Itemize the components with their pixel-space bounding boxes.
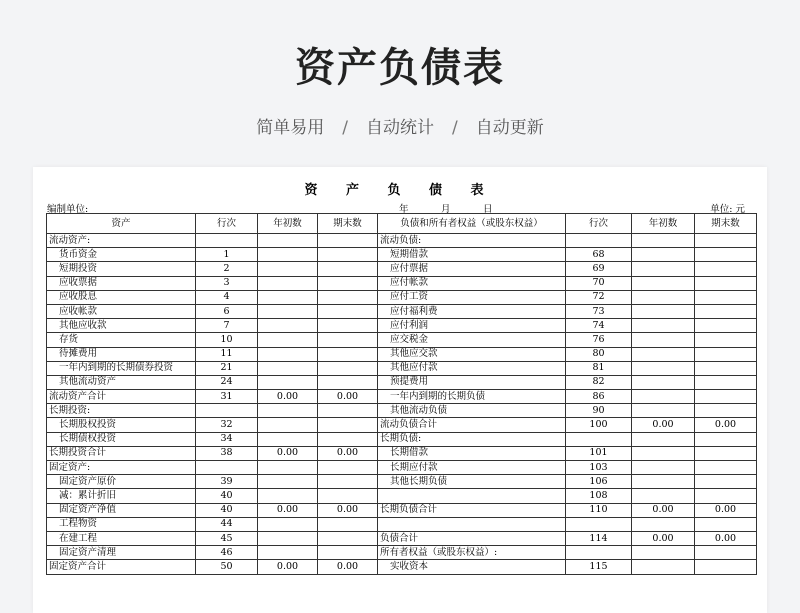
feature-easy: 简单易用: [256, 118, 325, 138]
line-no-cell: 31: [196, 390, 258, 404]
account-name-cell: 应交税金: [378, 333, 566, 347]
line-no-cell: 4: [196, 290, 258, 304]
table-row: [47, 475, 757, 489]
account-name-cell: 应收股息: [47, 290, 196, 304]
amount-cell: [318, 276, 378, 290]
amount-cell: [258, 290, 318, 304]
header-beginning: 年初数: [258, 214, 318, 234]
line-no-cell: 40: [196, 489, 258, 503]
line-no-cell: 34: [196, 432, 258, 446]
amount-cell: [632, 248, 695, 262]
amount-cell: [695, 290, 757, 304]
amount-cell: [695, 375, 757, 389]
line-no-cell: 3: [196, 276, 258, 290]
account-name-cell: 实收资本: [378, 560, 566, 574]
table-row: [47, 461, 757, 475]
amount-cell: [258, 375, 318, 389]
account-name-cell: 负债合计: [378, 531, 566, 545]
table-row: [47, 248, 757, 262]
line-no-cell: 108: [566, 489, 632, 503]
table-row: [47, 432, 757, 446]
amount-cell: 0.00: [695, 503, 757, 517]
amount-cell: [318, 475, 378, 489]
amount-cell: [318, 375, 378, 389]
amount-cell: [258, 319, 318, 333]
account-name-cell: 应付利润: [378, 319, 566, 333]
account-name-cell: 其他应交款: [378, 347, 566, 361]
amount-cell: 0.00: [695, 418, 757, 432]
table-row: [47, 517, 757, 531]
line-no-cell: [196, 404, 258, 418]
line-no-cell: 76: [566, 333, 632, 347]
table-row: [47, 361, 757, 375]
amount-cell: [632, 304, 695, 318]
line-no-cell: 38: [196, 446, 258, 460]
line-no-cell: 68: [566, 248, 632, 262]
amount-cell: 0.00: [318, 446, 378, 460]
amount-cell: [632, 333, 695, 347]
amount-cell: [695, 248, 757, 262]
currency-unit-label: 单位: 元: [710, 204, 745, 215]
account-name-cell: [378, 517, 566, 531]
line-no-cell: 10: [196, 333, 258, 347]
amount-cell: [318, 319, 378, 333]
page-title: 资产负债表: [295, 45, 505, 91]
amount-cell: [632, 546, 695, 560]
feature-auto-stats: 自动统计: [366, 118, 434, 138]
line-no-cell: 21: [196, 361, 258, 375]
line-no-cell: [566, 234, 632, 248]
account-name-cell: 其他长期负债: [378, 475, 566, 489]
account-name-cell: 固定资产净值: [47, 503, 196, 517]
amount-cell: [632, 347, 695, 361]
line-no-cell: 80: [566, 347, 632, 361]
account-name-cell: 应收帐款: [47, 304, 196, 318]
balance-table: [46, 213, 757, 575]
line-no-cell: [196, 234, 258, 248]
line-no-cell: 40: [196, 503, 258, 517]
account-name-cell: 预提费用: [378, 375, 566, 389]
table-row: [47, 333, 757, 347]
amount-cell: [318, 404, 378, 418]
amount-cell: [318, 262, 378, 276]
amount-cell: [695, 234, 757, 248]
amount-cell: [632, 361, 695, 375]
amount-cell: [258, 432, 318, 446]
amount-cell: [318, 461, 378, 475]
amount-cell: [318, 248, 378, 262]
amount-cell: [632, 375, 695, 389]
amount-cell: [318, 418, 378, 432]
line-no-cell: 2: [196, 262, 258, 276]
amount-cell: [632, 390, 695, 404]
table-row: [47, 546, 757, 560]
amount-cell: [695, 517, 757, 531]
amount-cell: [695, 461, 757, 475]
amount-cell: [318, 546, 378, 560]
amount-cell: [258, 361, 318, 375]
line-no-cell: 11: [196, 347, 258, 361]
feature-auto-update: 自动更新: [475, 118, 544, 138]
amount-cell: [258, 304, 318, 318]
amount-cell: [695, 489, 757, 503]
sheet-title: 资 产 负 债 表: [304, 183, 496, 198]
account-name-cell: 固定资产原价: [47, 475, 196, 489]
table-row: [47, 304, 757, 318]
account-name-cell: 长期借款: [378, 446, 566, 460]
account-name-cell: 长期应付款: [378, 461, 566, 475]
table-row: [47, 375, 757, 389]
account-name-cell: 一年内到期的长期债券投资: [47, 361, 196, 375]
line-no-cell: 6: [196, 304, 258, 318]
line-no-cell: 81: [566, 361, 632, 375]
table-row: [47, 390, 757, 404]
amount-cell: [318, 432, 378, 446]
account-name-cell: 应付票据: [378, 262, 566, 276]
amount-cell: [695, 276, 757, 290]
header-beginning: 年初数: [632, 214, 695, 234]
amount-cell: [695, 404, 757, 418]
amount-cell: [258, 531, 318, 545]
amount-cell: [258, 276, 318, 290]
amount-cell: [695, 546, 757, 560]
amount-cell: [258, 347, 318, 361]
line-no-cell: 1: [196, 248, 258, 262]
line-no-cell: 32: [196, 418, 258, 432]
account-name-cell: 应付工资: [378, 290, 566, 304]
amount-cell: [695, 361, 757, 375]
account-name-cell: 其他流动负债: [378, 404, 566, 418]
amount-cell: [318, 333, 378, 347]
account-name-cell: 短期投资: [47, 262, 196, 276]
line-no-cell: 100: [566, 418, 632, 432]
amount-cell: [258, 248, 318, 262]
account-name-cell: 固定资产合计: [47, 560, 196, 574]
amount-cell: [318, 489, 378, 503]
table-row: [47, 319, 757, 333]
account-name-cell: 长期投资合计: [47, 446, 196, 460]
amount-cell: [632, 446, 695, 460]
amount-cell: [695, 347, 757, 361]
balance-sheet-preview: [33, 167, 767, 613]
line-no-cell: 115: [566, 560, 632, 574]
account-name-cell: 流动资产合计: [47, 390, 196, 404]
line-no-cell: 101: [566, 446, 632, 460]
amount-cell: [318, 304, 378, 318]
amount-cell: [695, 432, 757, 446]
account-name-cell: [378, 489, 566, 503]
amount-cell: [318, 347, 378, 361]
amount-cell: [632, 461, 695, 475]
account-name-cell: 流动负债:: [378, 234, 566, 248]
header-assets: 资产: [47, 214, 196, 234]
amount-cell: [258, 546, 318, 560]
account-name-cell: 长期负债合计: [378, 503, 566, 517]
line-no-cell: [566, 517, 632, 531]
amount-cell: 0.00: [632, 503, 695, 517]
day-label: 日: [483, 204, 493, 215]
account-name-cell: 货币资金: [47, 248, 196, 262]
amount-cell: 0.00: [695, 531, 757, 545]
amount-cell: [258, 461, 318, 475]
amount-cell: [632, 432, 695, 446]
line-no-cell: 114: [566, 531, 632, 545]
line-no-cell: 44: [196, 517, 258, 531]
account-name-cell: 所有者权益（或股东权益）:: [378, 546, 566, 560]
table-row: [47, 262, 757, 276]
amount-cell: 0.00: [318, 560, 378, 574]
line-no-cell: 70: [566, 276, 632, 290]
line-no-cell: 24: [196, 375, 258, 389]
amount-cell: 0.00: [258, 446, 318, 460]
amount-cell: [318, 234, 378, 248]
year-label: 年: [399, 204, 409, 215]
account-name-cell: 其他应收款: [47, 319, 196, 333]
amount-cell: [632, 234, 695, 248]
line-no-cell: 73: [566, 304, 632, 318]
table-row: [47, 560, 757, 574]
amount-cell: [318, 290, 378, 304]
account-name-cell: 减：累计折旧: [47, 489, 196, 503]
table-row: [47, 290, 757, 304]
amount-cell: [258, 489, 318, 503]
amount-cell: [695, 560, 757, 574]
table-row: [47, 489, 757, 503]
line-no-cell: 69: [566, 262, 632, 276]
amount-cell: [258, 475, 318, 489]
month-label: 月: [441, 204, 451, 215]
account-name-cell: 应收票据: [47, 276, 196, 290]
amount-cell: [632, 560, 695, 574]
account-name-cell: 应付福利费: [378, 304, 566, 318]
header-liabilities-equity: 负债和所有者权益（或股东权益）: [378, 214, 566, 234]
account-name-cell: 固定资产:: [47, 461, 196, 475]
amount-cell: 0.00: [632, 531, 695, 545]
table-row: [47, 446, 757, 460]
line-no-cell: 39: [196, 475, 258, 489]
table-header-row: [47, 214, 757, 234]
line-no-cell: 90: [566, 404, 632, 418]
account-name-cell: 存货: [47, 333, 196, 347]
line-no-cell: 103: [566, 461, 632, 475]
account-name-cell: 长期股权投资: [47, 418, 196, 432]
header-line-no: 行次: [196, 214, 258, 234]
line-no-cell: 74: [566, 319, 632, 333]
amount-cell: [632, 262, 695, 276]
account-name-cell: 固定资产清理: [47, 546, 196, 560]
amount-cell: [632, 489, 695, 503]
amount-cell: 0.00: [258, 390, 318, 404]
amount-cell: [632, 475, 695, 489]
amount-cell: [695, 262, 757, 276]
amount-cell: 0.00: [258, 560, 318, 574]
line-no-cell: [566, 546, 632, 560]
account-name-cell: 其他流动资产: [47, 375, 196, 389]
account-name-cell: 流动负债合计: [378, 418, 566, 432]
account-name-cell: 一年内到期的长期负债: [378, 390, 566, 404]
feature-tagline: [0, 113, 800, 138]
amount-cell: [695, 319, 757, 333]
line-no-cell: [196, 461, 258, 475]
account-name-cell: 长期投资:: [47, 404, 196, 418]
line-no-cell: 72: [566, 290, 632, 304]
separator: /: [342, 118, 348, 138]
amount-cell: [695, 446, 757, 460]
table-row: [47, 418, 757, 432]
amount-cell: [695, 304, 757, 318]
header-line-no: 行次: [566, 214, 632, 234]
line-no-cell: 50: [196, 560, 258, 574]
line-no-cell: 106: [566, 475, 632, 489]
amount-cell: [632, 319, 695, 333]
account-name-cell: 长期负债:: [378, 432, 566, 446]
amount-cell: 0.00: [318, 390, 378, 404]
amount-cell: [695, 333, 757, 347]
amount-cell: [258, 333, 318, 347]
account-name-cell: 在建工程: [47, 531, 196, 545]
table-row: [47, 531, 757, 545]
amount-cell: [318, 531, 378, 545]
table-row: [47, 404, 757, 418]
amount-cell: 0.00: [318, 503, 378, 517]
amount-cell: 0.00: [632, 418, 695, 432]
line-no-cell: [566, 432, 632, 446]
account-name-cell: 长期债权投资: [47, 432, 196, 446]
amount-cell: [632, 404, 695, 418]
line-no-cell: 86: [566, 390, 632, 404]
line-no-cell: 110: [566, 503, 632, 517]
table-row: [47, 503, 757, 517]
account-name-cell: 其他应付款: [378, 361, 566, 375]
amount-cell: 0.00: [258, 503, 318, 517]
amount-cell: [318, 517, 378, 531]
amount-cell: [258, 404, 318, 418]
header-ending: 期末数: [318, 214, 378, 234]
line-no-cell: 82: [566, 375, 632, 389]
table-row: [47, 276, 757, 290]
compiling-unit-label: 编制单位:: [47, 204, 89, 215]
amount-cell: [258, 262, 318, 276]
amount-cell: [632, 517, 695, 531]
account-name-cell: 短期借款: [378, 248, 566, 262]
account-name-cell: 应付帐款: [378, 276, 566, 290]
account-name-cell: 工程物资: [47, 517, 196, 531]
amount-cell: [318, 361, 378, 375]
table-row: [47, 347, 757, 361]
line-no-cell: 7: [196, 319, 258, 333]
line-no-cell: 45: [196, 531, 258, 545]
amount-cell: [258, 418, 318, 432]
account-name-cell: 流动资产:: [47, 234, 196, 248]
amount-cell: [258, 517, 318, 531]
account-name-cell: 待摊费用: [47, 347, 196, 361]
separator: /: [452, 118, 458, 138]
header-ending: 期末数: [695, 214, 757, 234]
amount-cell: [695, 475, 757, 489]
amount-cell: [632, 290, 695, 304]
table-row: [47, 234, 757, 248]
amount-cell: [695, 390, 757, 404]
line-no-cell: 46: [196, 546, 258, 560]
amount-cell: [258, 234, 318, 248]
amount-cell: [632, 276, 695, 290]
